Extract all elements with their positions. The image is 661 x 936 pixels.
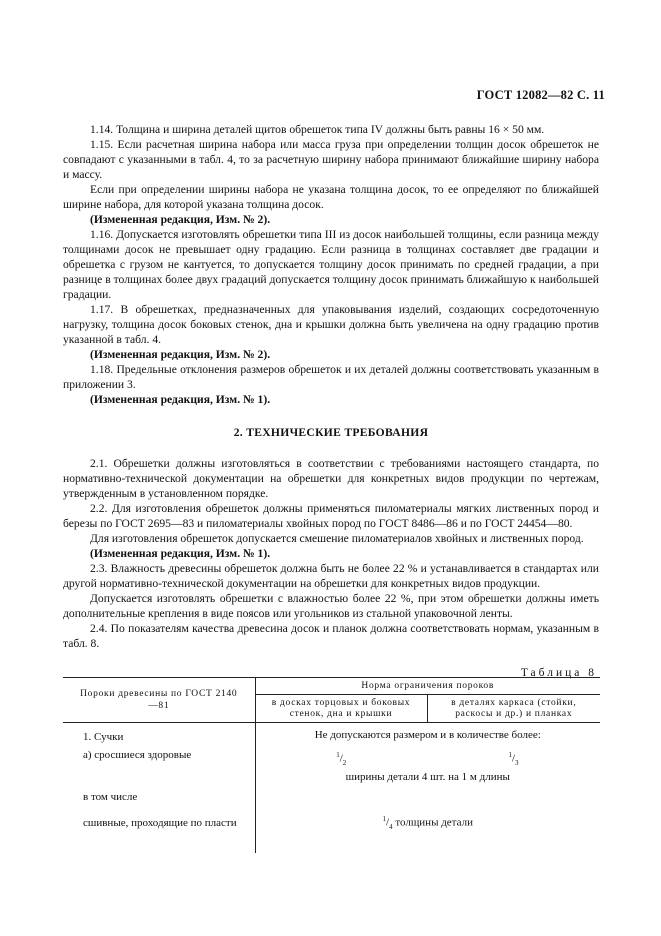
paragraph-2-1: 2.1. Обрешетки должны изготовляться в соответствии с требованиями настоящего стандарта, по нормативно-технической документации на обрешетки для конкретных видов продукции по чертежам, утвержденным в установленном порядке. [63,457,599,500]
paragraph-2-2: 2.2. Для изготовления обрешеток должны применяться пиломатериалы мягких лиственных пород и березы по ГОСТ 2695—83 и пиломатериалы хвойных пород по ГОСТ 8486—86 и по ГОСТ 24454—80. [63,502,599,530]
paragraph-2-3-b: Допускается изготовлять обрешетки с влажностью более 22 %, при этом обрешетки должны иметь дополнительные крепления в виде поясов или угольников из стальной упаковочной ленты. [63,592,599,620]
table-8 [63,677,600,853]
edition-note: (Измененная редакция, Изм. № 2). [90,348,271,361]
paragraph-1-16: 1.16. Допускается изготовлять обрешетки типа III из досок наибольшей толщины, если разница между толщинами досок не превышает одну градацию. Если разница в толщинах составляет две градации и обрешетка с грузом не кантуется, то допускается толщину досок принимать по средней градации, а при разнице в толщинах более двух градаций допускается толщину досок принимать ближайшую к наибольшей градации. [63,228,599,301]
row-value-stitched: $^1/_4$ толщины детали [255,807,600,853]
edition-note: (Измененная редакция, Изм. № 2). [90,213,271,226]
paragraph-1-18: 1.18. Предельные отклонения размеров обрешеток и их деталей должны соответствовать указанным в приложении 3. [63,363,599,391]
paragraph-1-15-b: Если при определении ширины набора не указана толщина досок, то ее определяют по ближайшей ширине набора, для которой указана толщина досок. [63,183,599,211]
row-label-knots: 1. Сучки [83,731,124,743]
edition-note: (Измененная редакция, Изм. № 1). [90,547,271,560]
paragraph-1-14: 1.14. Толщина и ширина деталей щитов обрешеток типа IV должны быть равны 16 × 50 мм. [90,123,545,136]
value-fraction-frame: $^1/_3$ [508,750,519,767]
col-header-boards: в досках торцовых и боковых стенок, дна и крышки [255,695,427,723]
paragraph-2-2-b: Для изготовления обрешеток допускается смешение пиломатериалов хвойных и лиственных пород. [90,532,584,545]
group-header-norms: Норма ограничения пороков [255,678,600,695]
col-header-frame: в деталях каркаса (стойки, раскосы и др.) и планках [427,695,600,723]
table-caption: Таблица 8 [520,667,597,679]
value-fraction-boards: $^1/_2$ [255,747,427,769]
paragraph-1-17: 1.17. В обрешетках, предназначенных для упаковывания изделий, создающих сосредоточенную нагрузку, толщина досок боковых стенок, дна и крышки должна быть увеличена на одну градацию против указанной в табл. 4. [63,303,599,346]
paragraph-2-3: 2.3. Влажность древесины обрешеток должна быть не более 22 % и устанавливается в стандартах или другой нормативно-технической документации на обрешетки для конкретных видов продукции. [63,562,599,590]
section-title: 2. ТЕХНИЧЕСКИЕ ТРЕБОВАНИЯ [233,426,429,439]
row-note-width: ширины детали 4 шт. на 1 м длины [255,769,600,787]
col-header-defects: Пороки древесины по ГОСТ 2140—81 [63,678,255,723]
paragraph-2-4: 2.4. По показателям качества древесина досок и планок должна соответствовать нормам, указанным в табл. 8. [63,622,599,650]
edition-note: (Измененная редакция, Изм. № 1). [90,393,271,406]
row-value-knots: Не допускаются размером и в количестве более: [255,723,600,747]
row-label-stitched: сшивные, проходящие по пласти [83,816,237,829]
body-text [63,122,599,651]
page-header: ГОСТ 12082—82 С. 11 [476,88,605,102]
paragraph-1-15: 1.15. Если расчетная ширина набора или масса груза при определении толщин досок обрешеток не совпадают с указанными в табл. 4, то за расчетную ширину набора принимают ближайшие ширину набора и массу. [63,138,599,181]
row-label-healthy: а) сросшиеся здоровые [83,748,192,761]
row-label-including: в том числе [83,790,138,803]
